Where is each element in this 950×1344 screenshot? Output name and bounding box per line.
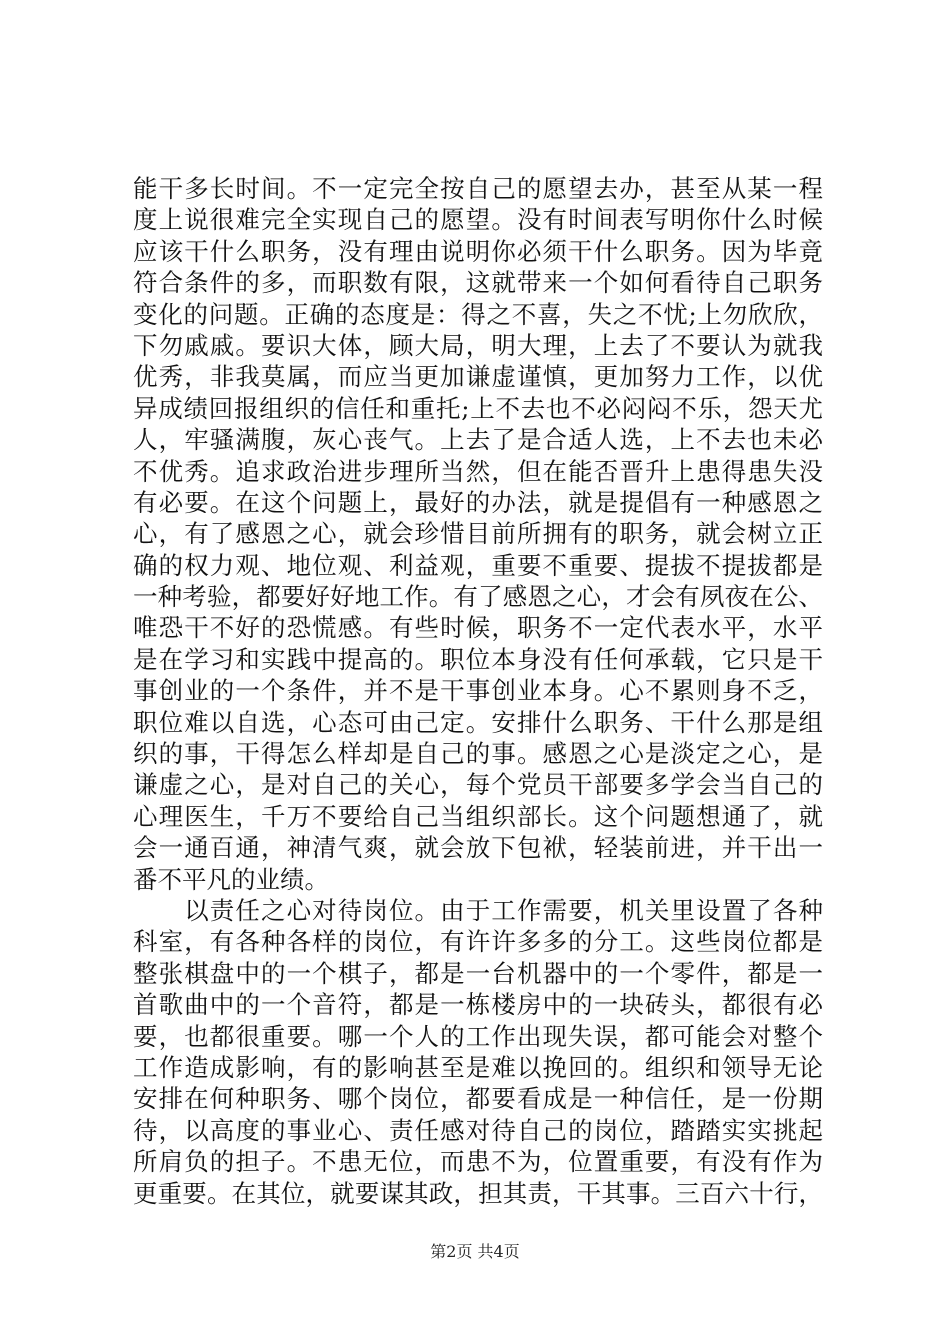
text-line: 异成绩回报组织的信任和重托;上不去也不必闷闷不乐，怨天尤	[133, 393, 823, 423]
text-line: 安排在何种职务、哪个岗位，都要看成是一种信任，是一份期	[133, 1084, 823, 1114]
text-line: 谦虚之心，是对自己的关心，每个党员干部要多学会当自己的	[133, 770, 823, 800]
text-line: 唯恐干不好的恐慌感。有些时候，职务不一定代表水平，水平	[133, 613, 823, 643]
text-line: 心，有了感恩之心，就会珍惜目前所拥有的职务，就会树立正	[133, 519, 823, 549]
page-number-footer: 第2页 共4页	[430, 1242, 520, 1261]
text-line: 能干多长时间。不一定完全按自己的愿望去办，甚至从某一程	[133, 174, 823, 203]
text-line: 科室，有各种各样的岗位，有许许多多的分工。这些岗位都是	[133, 927, 823, 957]
text-line: 事创业的一个条件，并不是干事创业本身。心不累则身不乏，	[133, 676, 823, 706]
text-line: 要，也都很重要。哪一个人的工作出现失误，都可能会对整个	[133, 1021, 823, 1051]
text-line: 变化的问题。正确的态度是：得之不喜，失之不忧;上勿欣欣，	[133, 299, 823, 329]
text-line: 应该干什么职务，没有理由说明你必须干什么职务。因为毕竟	[133, 236, 823, 266]
text-line: 确的权力观、地位观、利益观，重要不重要、提拔不提拔都是	[133, 550, 823, 580]
text-line: 会一通百通，神清气爽，就会放下包袱，轻装前进，并干出一	[133, 833, 823, 863]
text-line: 首歌曲中的一个音符，都是一栋楼房中的一块砖头，都很有必	[133, 990, 823, 1020]
paragraph-start-line: 以责任之心对待岗位。由于工作需要，机关里设置了各种	[133, 895, 823, 925]
text-line: 度上说很难完全实现自己的愿望。没有时间表写明你什么时候	[133, 205, 823, 235]
text-line: 整张棋盘中的一个棋子，都是一台机器中的一个零件，都是一	[133, 958, 823, 988]
text-line: 一种考验，都要好好地工作。有了感恩之心，才会有夙夜在公、	[133, 582, 823, 612]
text-line: 织的事，干得怎么样却是自己的事。感恩之心是淡定之心，是	[133, 739, 823, 769]
text-line: 心理医生，千万不要给自己当组织部长。这个问题想通了，就	[133, 801, 823, 831]
text-line: 下勿戚戚。要识大体，顾大局，明大理，上去了不要认为就我	[133, 330, 823, 360]
text-line: 职位难以自选，心态可由己定。安排什么职务、干什么那是组	[133, 707, 823, 737]
text-line: 是在学习和实践中提高的。职位本身没有任何承载，它只是干	[133, 644, 823, 674]
text-line: 更重要。在其位，就要谋其政，担其责，干其事。三百六十行，	[133, 1178, 823, 1208]
text-line: 优秀，非我莫属，而应当更加谦虚谨慎，更加努力工作，以优	[133, 362, 823, 392]
paragraph-end-line: 番不平凡的业绩。	[133, 864, 329, 894]
text-line: 人，牢骚满腹，灰心丧气。上去了是合适人选，上不去也未必	[133, 425, 823, 455]
text-line: 所肩负的担子。不患无位，而患不为，位置重要，有没有作为	[133, 1147, 823, 1177]
text-line: 有必要。在这个问题上，最好的办法，就是提倡有一种感恩之	[133, 487, 823, 517]
text-line: 符合条件的多，而职数有限，这就带来一个如何看待自己职务	[133, 268, 823, 298]
body-text	[133, 173, 823, 1209]
text-line: 待，以高度的事业心、责任感对待自己的岗位，踏踏实实挑起	[133, 1115, 823, 1145]
text-line: 工作造成影响，有的影响甚至是难以挽回的。组织和领导无论	[133, 1052, 823, 1082]
text-line: 不优秀。追求政治进步理所当然，但在能否晋升上患得患失没	[133, 456, 823, 486]
